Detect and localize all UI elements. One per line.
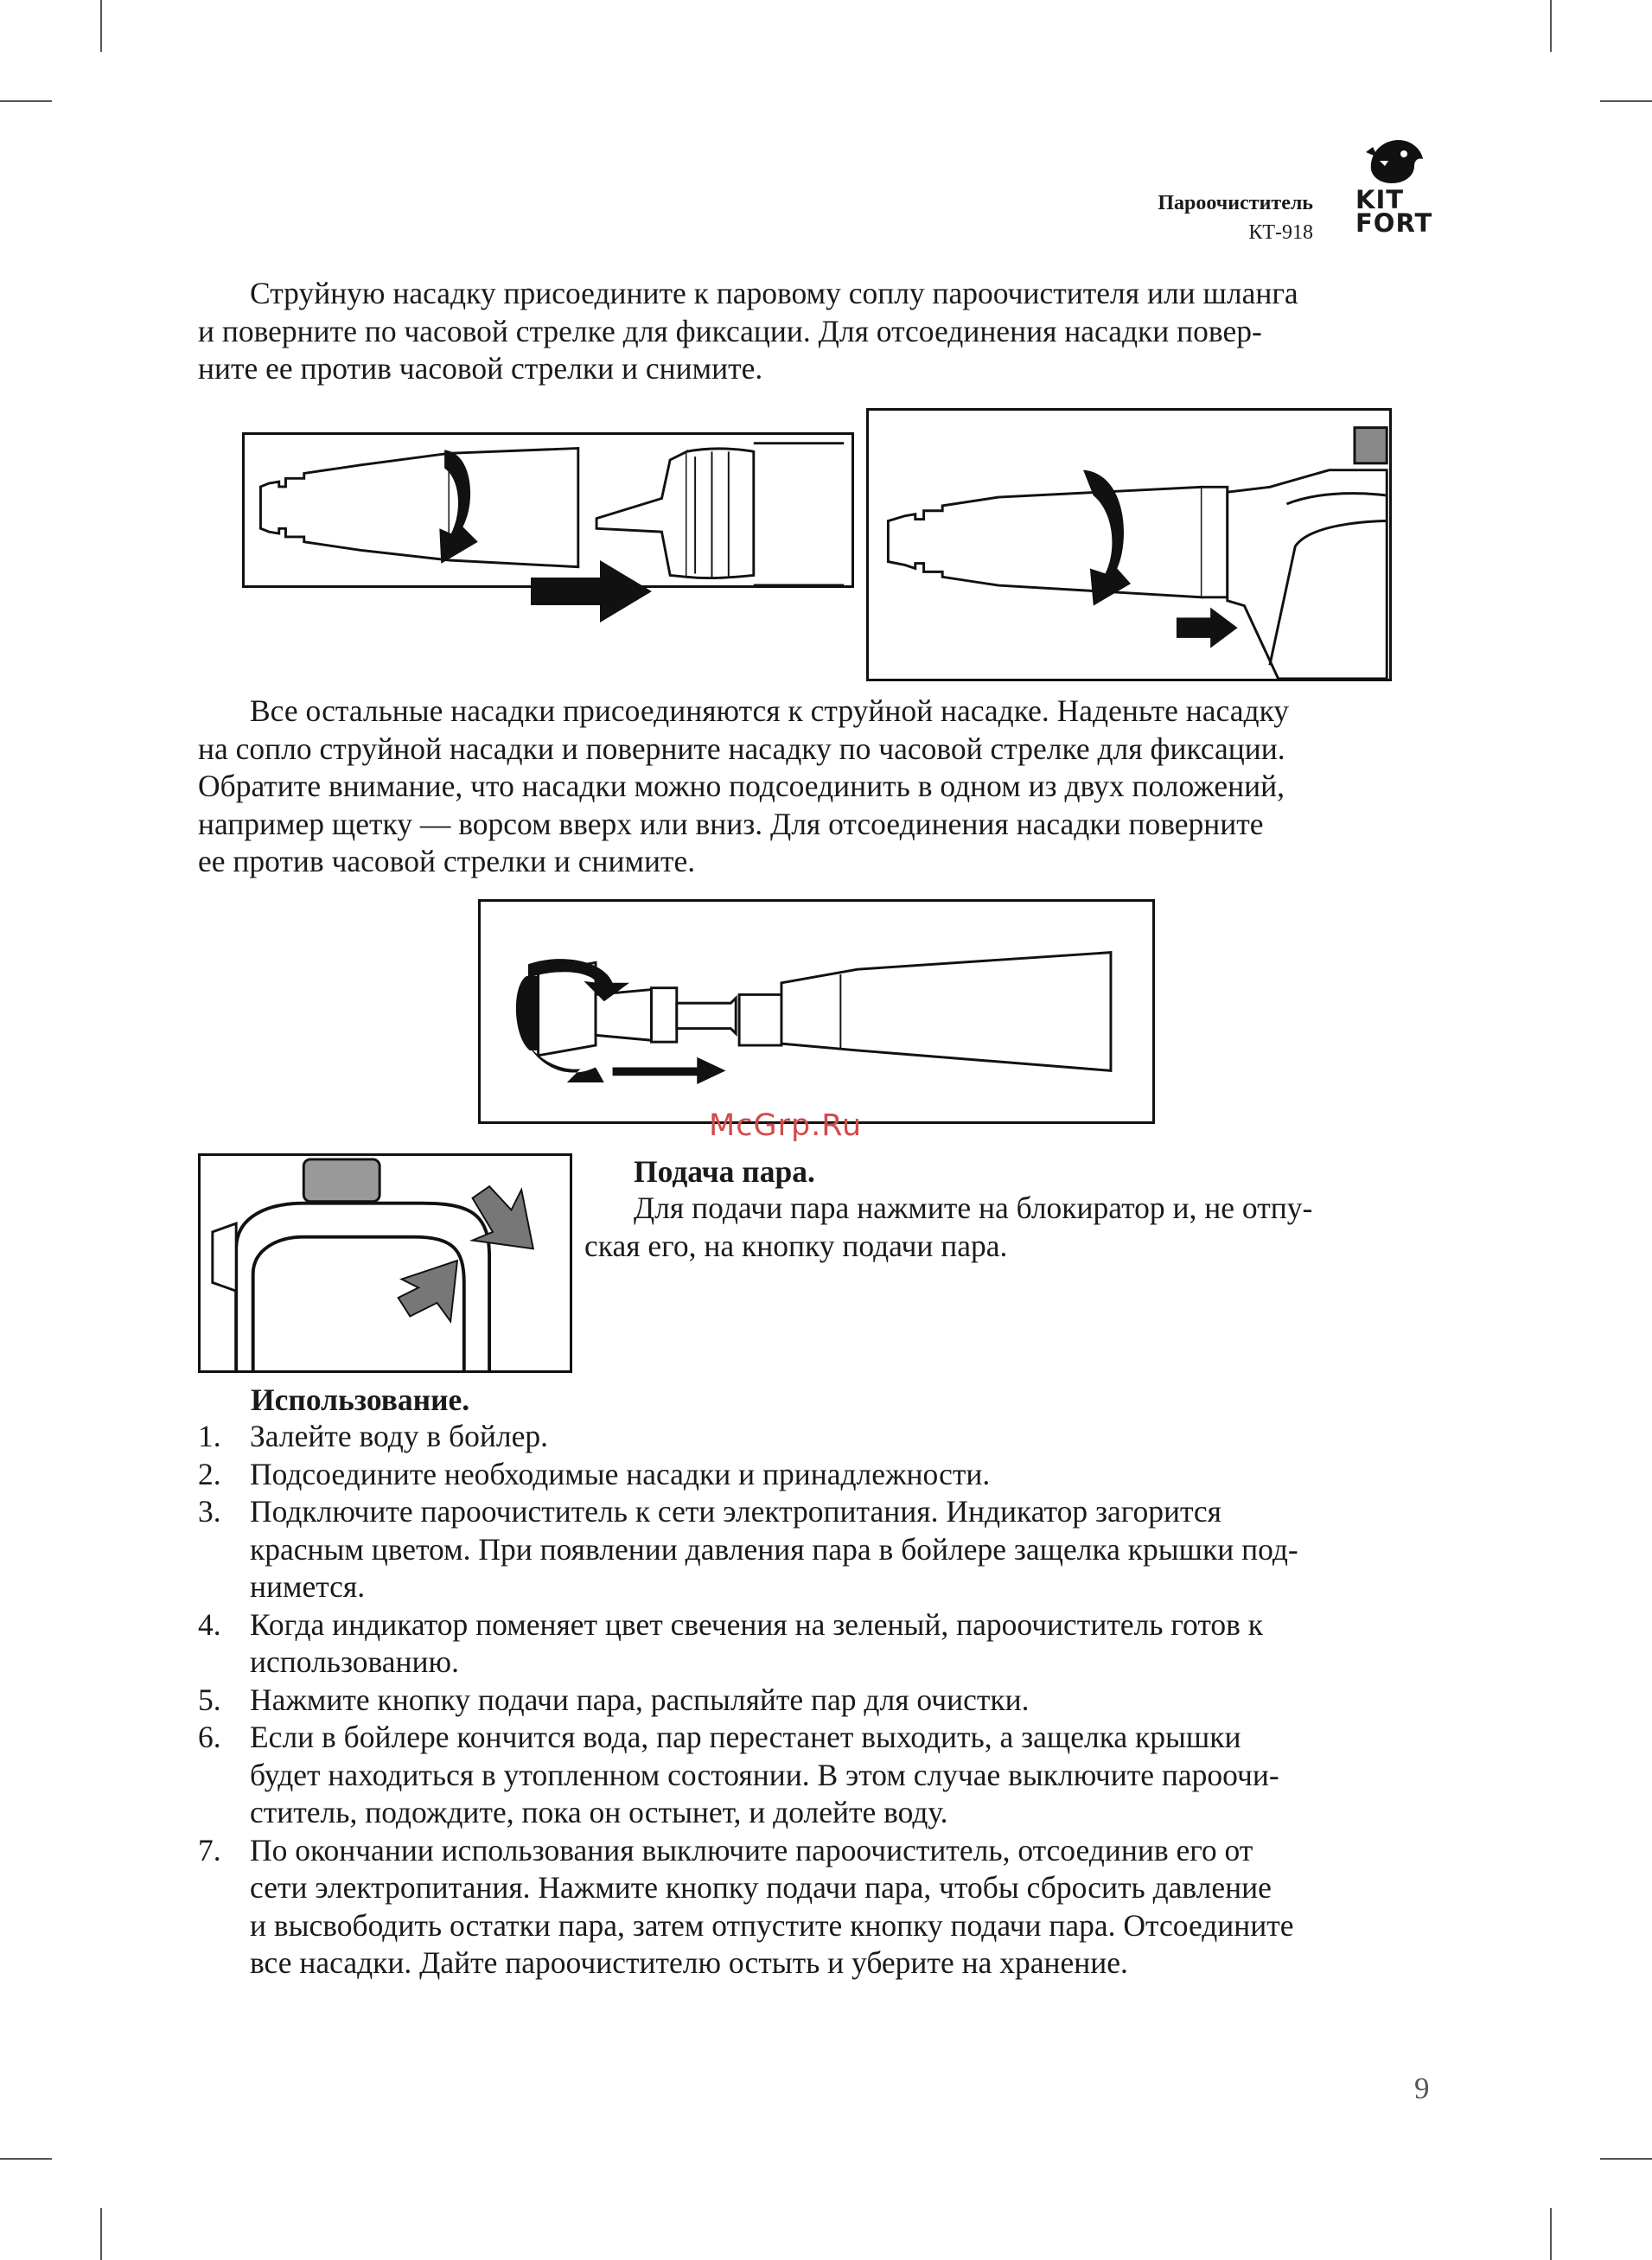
attach-paragraph: Все остальные насадки присоединяются к струйной насадке. Наденьте насадку на сопло струйной насадки и поверните насадку по часовой стрелке для фиксации. Обратите внимание, что насадки можно подсоединить в одном из двух положений, например щетку — ворсом вверх или вниз. Для отсоединения насадки поверните ее против часовой стрелки и снимите.: [198, 693, 1290, 878]
usage-title: Использование.: [251, 1382, 470, 1417]
figure-brush-attach: [478, 899, 1155, 1124]
crop-mark: [1550, 2208, 1552, 2260]
list-item: 4. Когда индикатор поменяет цвет свечения на зеленый, пароочиститель готов к использованию.: [198, 1606, 1264, 1679]
list-item: 7. По окончании использования выключите пароочиститель, отсоединив его от сети электропитания. Нажмите кнопку подачи пара, чтобы сбросить давление и высвободить остатки пара, затем отпустите кнопку подачи пара. Отсоедините все насадки. Дайте пароочистителю остыть и уберите на хранение.: [198, 1832, 1294, 1980]
figure-steam-button: [198, 1153, 572, 1373]
list-item: 2. Подсоедините необходимые насадки и принадлежности.: [198, 1456, 991, 1491]
usage-list: [198, 1418, 1434, 1982]
list-item: 1. Залейте воду в бойлер.: [198, 1419, 548, 1453]
crop-mark: [1600, 2158, 1652, 2160]
list-item: 5. Нажмите кнопку подачи пара, распыляйте пар для очистки.: [198, 1682, 1030, 1717]
crop-mark: [100, 0, 102, 52]
crop-mark: [0, 2158, 52, 2160]
crop-mark: [0, 100, 52, 102]
bird-logo-icon: [1366, 135, 1426, 185]
product-name: Пароочиститель: [1158, 192, 1313, 214]
list-item: 6. Если в бойлере кончится вода, пар перестанет выходить, а защелка крышки будет находиться в утопленном состоянии. В этом случае выключите пароочи- ститель, подождите, пока он остынет, и долейте воду.: [198, 1720, 1279, 1829]
brand-logo: [1349, 135, 1435, 240]
crop-mark: [100, 2208, 102, 2260]
page-header: [1158, 188, 1313, 247]
page-number: 9: [1414, 2072, 1430, 2105]
logo-text: KIT FORT: [1355, 185, 1433, 238]
figure-nozzle-attach-right: [866, 408, 1392, 681]
crop-mark: [1550, 0, 1552, 52]
model-number: КТ-918: [1248, 221, 1313, 244]
figure-nozzle-arrow: [522, 553, 678, 631]
steam-title: Подача пара.: [634, 1154, 815, 1189]
crop-mark: [1600, 100, 1652, 102]
watermark-text: McGrp.Ru: [709, 1108, 863, 1143]
intro-paragraph: Струйную насадку присоедините к паровому соплу пароочистителя или шланга и поверните по часовой стрелке для фиксации. Для отсоединения насадки повер- ните ее против часовой стрелки и снимите.: [198, 276, 1298, 386]
steam-text: Для подачи пара нажмите на блокиратор и, не отпу- ская его, на кнопку подачи пара.: [584, 1191, 1313, 1263]
list-item: 3. Подключите пароочиститель к сети электропитания. Индикатор загорится красным цветом. При появлении давления пара в бойлере защелка крышки под- нимется.: [198, 1494, 1298, 1604]
